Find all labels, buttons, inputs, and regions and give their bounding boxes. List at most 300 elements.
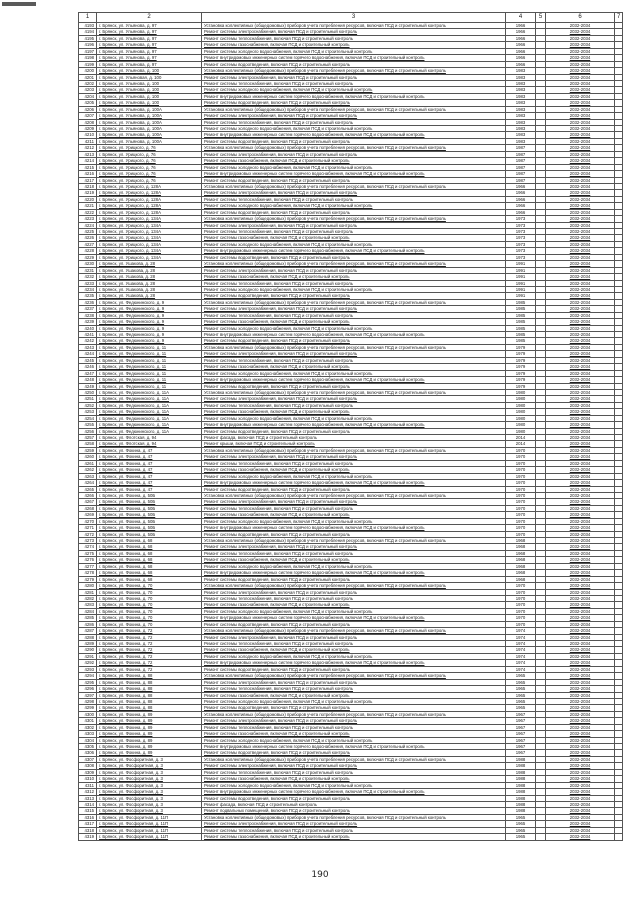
cell-address: г. Брянск, ул. Фокина, д. 70	[97, 589, 202, 595]
cell-row-number: 4264	[79, 480, 97, 486]
cell-address: г. Брянск, ул. Федюнинского, д. 11	[97, 383, 202, 389]
table-row	[79, 834, 623, 840]
cell-period: 2032-2034	[546, 750, 615, 756]
cell-work-type: Ремонт системы теплоснабжения, включая ПСД и строительный контроль	[202, 595, 506, 601]
cell-work-type: Ремонт системы холодного водоснабжения, включая ПСД и строительный контроль	[202, 782, 506, 788]
cell-build-year: 1991	[506, 293, 536, 299]
cell-period: 2032-2034	[546, 241, 615, 247]
cell-work-type: Ремонт системы теплоснабжения, включая ПСД и строительный контроль	[202, 80, 506, 86]
cell-address: г. Брянск, ул. Ульянова, д. 100А	[97, 126, 202, 132]
cell-period: 2032-2034	[546, 563, 615, 569]
cell-build-year: 1988	[506, 782, 536, 788]
cell-work-type: Ремонт системы газоснабжения, включая ПСД и строительный контроль	[202, 364, 506, 370]
cell-work-type: Ремонт системы электроснабжения, включая ПСД и строительный контроль	[202, 679, 506, 685]
cell-work-type: Установка коллективных (общедомовых) приборов учета потребления ресурсов, включая ПСД и строительный контроль	[202, 814, 506, 820]
cell-work-type: Ремонт внутридомовых инженерных систем горячего водоснабжения, включая ПСД и строительный контроль	[202, 132, 506, 138]
cell-period: 2032-2034	[546, 74, 615, 80]
cell-address: г. Брянск, ул. Фокина, д. 88	[97, 679, 202, 685]
cell-period: 2032-2034	[546, 557, 615, 563]
cell-work-type: Ремонт системы холодного водоснабжения, включая ПСД и строительный контроль	[202, 87, 506, 93]
cell-address: г. Брянск, ул. Урицкого, д. 76	[97, 151, 202, 157]
cell-work-type: Ремонт внутридомовых инженерных систем горячего водоснабжения, включая ПСД и строительный контроль	[202, 171, 506, 177]
cell-work-type: Установка коллективных (общедомовых) приборов учета потребления ресурсов, включая ПСД и строительный контроль	[202, 389, 506, 395]
cell-work-type: Ремонт системы электроснабжения, включая ПСД и строительный контроль	[202, 267, 506, 273]
cell-period: 2032-2034	[546, 756, 615, 762]
cell-work-type: Ремонт системы газоснабжения, включая ПСД и строительный контроль	[202, 692, 506, 698]
cell-row-number: 4315	[79, 808, 97, 814]
cell-build-year: 1970	[506, 583, 536, 589]
cell-row-number: 4309	[79, 769, 97, 775]
cell-row-number: 4240	[79, 325, 97, 331]
cell-address: г. Брянск, ул. Фокина, д. 89	[97, 731, 202, 737]
cell-work-type: Ремонт системы холодного водоснабжения, включая ПСД и строительный контроль	[202, 518, 506, 524]
cell-work-type: Ремонт системы теплоснабжения, включая ПСД и строительный контроль	[202, 35, 506, 41]
cell-work-type: Ремонт внутридомовых инженерных систем горячего водоснабжения, включая ПСД и строительный контроль	[202, 377, 506, 383]
cell-work-type: Установка коллективных (общедомовых) приборов учета потребления ресурсов, включая ПСД и строительный контроль	[202, 344, 506, 350]
cell-address: г. Брянск, ул. Федюнинского, д. 11	[97, 351, 202, 357]
cell-row-number: 4311	[79, 782, 97, 788]
cell-work-type: Ремонт системы холодного водоснабжения, включая ПСД и строительный контроль	[202, 286, 506, 292]
cell-address: г. Брянск, ул. Фокина, д. 47	[97, 473, 202, 479]
cell-address: г. Брянск, ул. Урицкого, д. 128А	[97, 183, 202, 189]
cell-row-number: 4269	[79, 512, 97, 518]
cell-address: г. Брянск, ул. Флотская, д. 94	[97, 441, 202, 447]
cell-row-number: 4303	[79, 731, 97, 737]
cell-col-5	[536, 834, 546, 840]
cell-build-year: 1974	[506, 628, 536, 634]
cell-row-number: 4266	[79, 492, 97, 498]
cell-address: г. Брянск, ул. Фокина, д. 68	[97, 544, 202, 550]
cell-work-type: Установка коллективных (общедомовых) приборов учета потребления ресурсов, включая ПСД и строительный контроль	[202, 183, 506, 189]
cell-work-type: Ремонт системы водоотведения, включая ПСД и строительный контроль	[202, 705, 506, 711]
cell-work-type: Ремонт системы теплоснабжения, включая ПСД и строительный контроль	[202, 769, 506, 775]
cell-period: 2032-2034	[546, 763, 615, 769]
cell-row-number: 4221	[79, 203, 97, 209]
cell-row-number: 4257	[79, 435, 97, 441]
cell-address: г. Брянск, ул. Урицкого, д. 134А	[97, 229, 202, 235]
cell-build-year: 1967	[506, 750, 536, 756]
cell-address: г. Брянск, ул. Федюнинского, д. 11А	[97, 409, 202, 415]
cell-build-year: 1983	[506, 100, 536, 106]
cell-work-type: Ремонт системы теплоснабжения, включая ПСД и строительный контроль	[202, 402, 506, 408]
cell-row-number: 4213	[79, 151, 97, 157]
cell-work-type: Ремонт системы электроснабжения, включая ПСД и строительный контроль	[202, 396, 506, 402]
cell-build-year: 1985	[506, 299, 536, 305]
cell-period: 2032-2034	[546, 834, 615, 840]
cell-period: 2032-2034	[546, 673, 615, 679]
cell-build-year: 1973	[506, 222, 536, 228]
cell-row-number: 4217	[79, 177, 97, 183]
cell-row-number: 4275	[79, 550, 97, 556]
cell-address: г. Брянск, ул. Урицкого, д. 134А	[97, 254, 202, 260]
cell-address: г. Брянск, ул. Флотская, д. 94	[97, 435, 202, 441]
cell-build-year: 1988	[506, 769, 536, 775]
cell-build-year: 1967	[506, 718, 536, 724]
cell-row-number: 4254	[79, 415, 97, 421]
cell-period: 2032-2034	[546, 357, 615, 363]
cell-address: г. Брянск, ул. Урицкого, д. 128А	[97, 209, 202, 215]
cell-row-number: 4281	[79, 589, 97, 595]
cell-address: г. Брянск, ул. Ульянова, д. 100	[97, 93, 202, 99]
cell-row-number: 4273	[79, 538, 97, 544]
cell-address: г. Брянск, ул. Федюнинского, д. 11А	[97, 396, 202, 402]
cell-build-year: 1987	[506, 171, 536, 177]
cell-build-year: 1973	[506, 216, 536, 222]
cell-address: г. Брянск, ул. Федюнинского, д. 11А	[97, 402, 202, 408]
cell-period: 2032-2034	[546, 615, 615, 621]
cell-period: 2032-2034	[546, 583, 615, 589]
cell-row-number: 4319	[79, 834, 97, 840]
cell-address: г. Брянск, ул. Фокина, д. 68	[97, 570, 202, 576]
cell-period: 2032-2034	[546, 158, 615, 164]
cell-work-type: Установка коллективных (общедомовых) приборов учета потребления ресурсов, включая ПСД и строительный контроль	[202, 711, 506, 717]
cell-work-type: Ремонт системы электроснабжения, включая ПСД и строительный контроль	[202, 351, 506, 357]
cell-build-year: 1983	[506, 93, 536, 99]
cell-build-year: 1970	[506, 492, 536, 498]
cell-row-number: 4313	[79, 795, 97, 801]
cell-row-number: 4277	[79, 563, 97, 569]
cell-build-year: 1968	[506, 576, 536, 582]
cell-address: г. Брянск, ул. Фосфоритная, д. 11П	[97, 814, 202, 820]
cell-period: 2032-2034	[546, 35, 615, 41]
cell-build-year: 1966	[506, 55, 536, 61]
cell-work-type: Ремонт внутридомовых инженерных систем горячего водоснабжения, включая ПСД и строительный контроль	[202, 744, 506, 750]
cell-work-type: Установка коллективных (общедомовых) приборов учета потребления ресурсов, включая ПСД и строительный контроль	[202, 216, 506, 222]
cell-period: 2032-2034	[546, 576, 615, 582]
cell-work-type: Ремонт системы электроснабжения, включая ПСД и строительный контроль	[202, 634, 506, 640]
cell-address: г. Брянск, ул. Федюнинского, д. 9	[97, 306, 202, 312]
cell-build-year: 1970	[506, 454, 536, 460]
cell-row-number: 4250	[79, 389, 97, 395]
cell-address: г. Брянск, ул. Фокина, д. 88	[97, 705, 202, 711]
cell-period: 2032-2034	[546, 653, 615, 659]
cell-build-year: 1974	[506, 647, 536, 653]
cell-address: г. Брянск, ул. Ульянова, д. 100	[97, 100, 202, 106]
cell-row-number: 4252	[79, 402, 97, 408]
cell-row-number: 4270	[79, 518, 97, 524]
cell-build-year: 1970	[506, 499, 536, 505]
cell-period: 2032-2034	[546, 570, 615, 576]
cell-period: 2032-2034	[546, 409, 615, 415]
cell-period: 2032-2034	[546, 151, 615, 157]
cell-row-number: 4233	[79, 280, 97, 286]
cell-row-number: 4222	[79, 209, 97, 215]
cell-row-number: 4197	[79, 48, 97, 54]
cell-work-type: Установка коллективных (общедомовых) приборов учета потребления ресурсов, включая ПСД и строительный контроль	[202, 492, 506, 498]
cell-work-type: Ремонт системы электроснабжения, включая ПСД и строительный контроль	[202, 74, 506, 80]
cell-work-type: Ремонт системы водоотведения, включая ПСД и строительный контроль	[202, 177, 506, 183]
cell-row-number: 4251	[79, 396, 97, 402]
cell-address: г. Брянск, ул. Ушакова, д. 28	[97, 286, 202, 292]
cell-address: г. Брянск, ул. Федюнинского, д. 11А	[97, 428, 202, 434]
cell-period: 2032-2034	[546, 641, 615, 647]
cell-work-type: Ремонт внутридомовых инженерных систем горячего водоснабжения, включая ПСД и строительный контроль	[202, 789, 506, 795]
cell-work-type: Ремонт системы газоснабжения, включая ПСД и строительный контроль	[202, 158, 506, 164]
cell-row-number: 4224	[79, 222, 97, 228]
cell-row-number: 4314	[79, 801, 97, 807]
cell-row-number: 4260	[79, 454, 97, 460]
cell-build-year: 1985	[506, 306, 536, 312]
cell-row-number: 4263	[79, 473, 97, 479]
header-col-1: 1	[79, 13, 97, 23]
cell-period: 2032-2034	[546, 138, 615, 144]
cell-row-number: 4246	[79, 364, 97, 370]
cell-period: 2032-2034	[546, 319, 615, 325]
cell-work-type: Установка коллективных (общедомовых) приборов учета потребления ресурсов, включая ПСД и строительный контроль	[202, 583, 506, 589]
cell-work-type: Ремонт внутридомовых инженерных систем горячего водоснабжения, включая ПСД и строительный контроль	[202, 55, 506, 61]
cell-work-type: Ремонт системы газоснабжения, включая ПСД и строительный контроль	[202, 319, 506, 325]
cell-row-number: 4202	[79, 80, 97, 86]
cell-build-year: 2014	[506, 441, 536, 447]
cell-build-year: 1970	[506, 525, 536, 531]
cell-period: 2032-2034	[546, 222, 615, 228]
cell-period: 2032-2034	[546, 634, 615, 640]
cell-address: г. Брянск, ул. Фокина, д. 88	[97, 692, 202, 698]
cell-work-type: Ремонт системы теплоснабжения, включая ПСД и строительный контроль	[202, 357, 506, 363]
header-col-7: 7	[615, 13, 623, 23]
cell-work-type: Ремонт системы электроснабжения, включая ПСД и строительный контроль	[202, 151, 506, 157]
cell-period: 2032-2034	[546, 628, 615, 634]
cell-period: 2032-2034	[546, 795, 615, 801]
cell-work-type: Ремонт системы холодного водоснабжения, включая ПСД и строительный контроль	[202, 698, 506, 704]
cell-period: 2032-2034	[546, 80, 615, 86]
cell-build-year: 1970	[506, 602, 536, 608]
cell-period: 2032-2034	[546, 389, 615, 395]
cell-row-number: 4245	[79, 357, 97, 363]
cell-build-year: 2014	[506, 435, 536, 441]
cell-row-number: 4198	[79, 55, 97, 61]
cell-work-type: Ремонт фасада, включая ПСД и строительный контроль	[202, 435, 506, 441]
cell-build-year: 1983	[506, 74, 536, 80]
cell-build-year: 1988	[506, 801, 536, 807]
cell-period: 2032-2034	[546, 769, 615, 775]
cell-address: г. Брянск, ул. Ушакова, д. 28	[97, 267, 202, 273]
cell-row-number: 4318	[79, 827, 97, 833]
cell-work-type: Ремонт системы холодного водоснабжения, включая ПСД и строительный контроль	[202, 415, 506, 421]
cell-period: 2032-2034	[546, 724, 615, 730]
cell-work-type: Ремонт системы электроснабжения, включая ПСД и строительный контроль	[202, 29, 506, 35]
cell-row-number: 4299	[79, 705, 97, 711]
cell-row-number: 4231	[79, 267, 97, 273]
cell-build-year: 1983	[506, 138, 536, 144]
cell-period: 2032-2034	[546, 293, 615, 299]
cell-work-type: Ремонт системы электроснабжения, включая ПСД и строительный контроль	[202, 222, 506, 228]
cell-period: 2032-2034	[546, 216, 615, 222]
cell-work-type: Ремонт системы водоотведения, включая ПСД и строительный контроль	[202, 61, 506, 67]
cell-row-number: 4208	[79, 119, 97, 125]
cell-period: 2032-2034	[546, 531, 615, 537]
cell-build-year: 1966	[506, 29, 536, 35]
cell-work-type: Ремонт системы холодного водоснабжения, включая ПСД и строительный контроль	[202, 241, 506, 247]
cell-build-year: 1970	[506, 467, 536, 473]
cell-build-year: 1983	[506, 113, 536, 119]
cell-row-number: 4289	[79, 641, 97, 647]
cell-period: 2032-2034	[546, 48, 615, 54]
cell-period: 2032-2034	[546, 183, 615, 189]
cell-address: г. Брянск, ул. Фокина, д. 88	[97, 698, 202, 704]
cell-period: 2032-2034	[546, 235, 615, 241]
cell-address: г. Брянск, ул. Федюнинского, д. 11	[97, 344, 202, 350]
cell-build-year: 1983	[506, 87, 536, 93]
cell-build-year: 1983	[506, 132, 536, 138]
cell-row-number: 4204	[79, 93, 97, 99]
cell-period: 2032-2034	[546, 209, 615, 215]
cell-build-year: 1965	[506, 692, 536, 698]
cell-build-year: 1980	[506, 389, 536, 395]
cell-address: г. Брянск, ул. Федюнинского, д. 11	[97, 370, 202, 376]
cell-work-type: Ремонт системы теплоснабжения, включая ПСД и строительный контроль	[202, 119, 506, 125]
cell-address: г. Брянск, ул. Фокина, д. 72	[97, 660, 202, 666]
cell-row-number: 4210	[79, 132, 97, 138]
cell-period: 2032-2034	[546, 492, 615, 498]
cell-row-number: 4215	[79, 164, 97, 170]
cell-work-type: Ремонт фасада, включая ПСД и строительный контроль	[202, 801, 506, 807]
cell-period: 2032-2034	[546, 473, 615, 479]
cell-row-number: 4253	[79, 409, 97, 415]
cell-work-type: Ремонт системы теплоснабжения, включая ПСД и строительный контроль	[202, 460, 506, 466]
cell-row-number: 4295	[79, 679, 97, 685]
cell-row-number: 4199	[79, 61, 97, 67]
cell-work-type: Ремонт системы электроснабжения, включая ПСД и строительный контроль	[202, 718, 506, 724]
cell-period: 2032-2034	[546, 486, 615, 492]
cell-work-type: Ремонт системы холодного водоснабжения, включая ПСД и строительный контроль	[202, 608, 506, 614]
cell-period: 2032-2034	[546, 229, 615, 235]
cell-build-year: 1991	[506, 286, 536, 292]
cell-work-type: Ремонт системы холодного водоснабжения, включая ПСД и строительный контроль	[202, 126, 506, 132]
cell-row-number: 4234	[79, 286, 97, 292]
cell-work-type: Ремонт внутридомовых инженерных систем горячего водоснабжения, включая ПСД и строительный контроль	[202, 248, 506, 254]
cell-work-type: Ремонт системы электроснабжения, включая ПСД и строительный контроль	[202, 190, 506, 196]
cell-address: г. Брянск, ул. Федюнинского, д. 9	[97, 325, 202, 331]
cell-row-number: 4302	[79, 724, 97, 730]
cell-work-type: Ремонт системы холодного водоснабжения, включая ПСД и строительный контроль	[202, 164, 506, 170]
cell-row-number: 4305	[79, 744, 97, 750]
cell-period: 2032-2034	[546, 711, 615, 717]
cell-address: г. Брянск, ул. Фокина, д. 50Б	[97, 505, 202, 511]
cell-period: 2032-2034	[546, 679, 615, 685]
cell-build-year: 1966	[506, 23, 536, 29]
cell-build-year: 1980	[506, 402, 536, 408]
cell-work-type: Ремонт системы газоснабжения, включая ПСД и строительный контроль	[202, 602, 506, 608]
cell-period: 2032-2034	[546, 29, 615, 35]
program-table	[78, 12, 623, 841]
cell-row-number: 4225	[79, 229, 97, 235]
cell-build-year: 1970	[506, 512, 536, 518]
page-number: 190	[311, 870, 329, 880]
cell-address: г. Брянск, ул. Ульянова, д. 97	[97, 42, 202, 48]
cell-row-number: 4301	[79, 718, 97, 724]
cell-work-type: Ремонт внутридомовых инженерных систем горячего водоснабжения, включая ПСД и строительный контроль	[202, 615, 506, 621]
cell-row-number: 4203	[79, 87, 97, 93]
cell-address: г. Брянск, ул. Фокина, д. 89	[97, 737, 202, 743]
cell-address: г. Брянск, ул. Урицкого, д. 134А	[97, 241, 202, 247]
cell-period: 2032-2034	[546, 383, 615, 389]
cell-period: 2032-2034	[546, 93, 615, 99]
cell-address: г. Брянск, ул. Федюнинского, д. 9	[97, 299, 202, 305]
cell-period: 2032-2034	[546, 344, 615, 350]
cell-address: г. Брянск, ул. Фосфоритная, д. 3	[97, 795, 202, 801]
cell-work-type: Установка коллективных (общедомовых) приборов учета потребления ресурсов, включая ПСД и строительный контроль	[202, 23, 506, 29]
cell-address: г. Брянск, ул. Ульянова, д. 100А	[97, 132, 202, 138]
cell-build-year: 1980	[506, 422, 536, 428]
cell-row-number: 4298	[79, 698, 97, 704]
cell-build-year: 1980	[506, 415, 536, 421]
cell-address: г. Брянск, ул. Фокина, д. 89	[97, 711, 202, 717]
cell-address: г. Брянск, ул. Фокина, д. 72	[97, 634, 202, 640]
cell-address: г. Брянск, ул. Урицкого, д. 134А	[97, 222, 202, 228]
cell-address: г. Брянск, ул. Ульянова, д. 100А	[97, 119, 202, 125]
cell-address: г. Брянск, ул. Урицкого, д. 76	[97, 177, 202, 183]
cell-address: г. Брянск, ул. Ульянова, д. 100А	[97, 138, 202, 144]
table-header-row	[79, 13, 623, 23]
cell-address: г. Брянск, ул. Федюнинского, д. 9	[97, 319, 202, 325]
cell-build-year: 1983	[506, 80, 536, 86]
cell-address: г. Брянск, ул. Фокина, д. 50Б	[97, 518, 202, 524]
cell-work-type: Ремонт внутридомовых инженерных систем горячего водоснабжения, включая ПСД и строительный контроль	[202, 480, 506, 486]
cell-period: 2032-2034	[546, 460, 615, 466]
cell-address: г. Брянск, ул. Ульянова, д. 97	[97, 55, 202, 61]
cell-work-type: Ремонт внутридомовых инженерных систем горячего водоснабжения, включая ПСД и строительный контроль	[202, 332, 506, 338]
cell-build-year: 1968	[506, 544, 536, 550]
cell-work-type: Ремонт системы газоснабжения, включая ПСД и строительный контроль	[202, 235, 506, 241]
cell-build-year: 1966	[506, 190, 536, 196]
cell-row-number: 4293	[79, 666, 97, 672]
cell-build-year: 1974	[506, 634, 536, 640]
cell-period: 2032-2034	[546, 621, 615, 627]
cell-work-type: Ремонт системы водоотведения, включая ПСД и строительный контроль	[202, 621, 506, 627]
cell-build-year: 1988	[506, 795, 536, 801]
cell-row-number: 4271	[79, 525, 97, 531]
cell-work-type: Ремонт системы холодного водоснабжения, включая ПСД и строительный контроль	[202, 737, 506, 743]
cell-work-type: Установка коллективных (общедомовых) приборов учета потребления ресурсов, включая ПСД и строительный контроль	[202, 673, 506, 679]
cell-period: 2032-2034	[546, 789, 615, 795]
cell-work-type: Ремонт системы водоотведения, включая ПСД и строительный контроль	[202, 293, 506, 299]
cell-address: г. Брянск, ул. Ушакова, д. 28	[97, 261, 202, 267]
cell-address: г. Брянск, ул. Фокина, д. 70	[97, 621, 202, 627]
cell-row-number: 4261	[79, 460, 97, 466]
cell-address: г. Брянск, ул. Фокина, д. 50Б	[97, 525, 202, 531]
cell-build-year: 1965	[506, 698, 536, 704]
cell-period: 2032-2034	[546, 505, 615, 511]
cell-period: 2032-2034	[546, 512, 615, 518]
cell-address: г. Брянск, ул. Ульяновая, д. 100	[97, 74, 202, 80]
cell-work-type: Ремонт системы холодного водоснабжения, включая ПСД и строительный контроль	[202, 203, 506, 209]
cell-address: г. Брянск, ул. Фокина, д. 70	[97, 595, 202, 601]
cell-work-type: Ремонт внутридомовых инженерных систем горячего водоснабжения, включая ПСД и строительный контроль	[202, 525, 506, 531]
cell-address: г. Брянск, ул. Ульянова, д. 97	[97, 48, 202, 54]
cell-period: 2032-2034	[546, 396, 615, 402]
cell-address: г. Брянск, ул. Урицкого, д. 134А	[97, 248, 202, 254]
cell-row-number: 4285	[79, 615, 97, 621]
cell-build-year: 1970	[506, 621, 536, 627]
cell-work-type: Ремонт системы электроснабжения, включая ПСД и строительный контроль	[202, 821, 506, 827]
cell-build-year: 1979	[506, 344, 536, 350]
header-col-5: 5	[536, 13, 546, 23]
cell-period: 2032-2034	[546, 332, 615, 338]
cell-address: г. Брянск, ул. Фосфоритная, д. 3	[97, 782, 202, 788]
cell-period: 2032-2034	[546, 447, 615, 453]
cell-row-number: 4282	[79, 595, 97, 601]
cell-row-number: 4209	[79, 126, 97, 132]
cell-address: г. Брянск, ул. Ульянова, д. 97	[97, 35, 202, 41]
cell-address: г. Брянск, ул. Фокина, д. 47	[97, 480, 202, 486]
cell-address: г. Брянск, ул. Фосфоритная, д. 3	[97, 769, 202, 775]
cell-address: г. Брянск, ул. Ульянова, д. 100	[97, 87, 202, 93]
cell-work-type: Ремонт системы теплоснабжения, включая ПСД и строительный контроль	[202, 641, 506, 647]
cell-build-year: 1968	[506, 557, 536, 563]
cell-row-number: 4227	[79, 241, 97, 247]
cell-address: г. Брянск, ул. Фосфоритная, д. 3	[97, 801, 202, 807]
